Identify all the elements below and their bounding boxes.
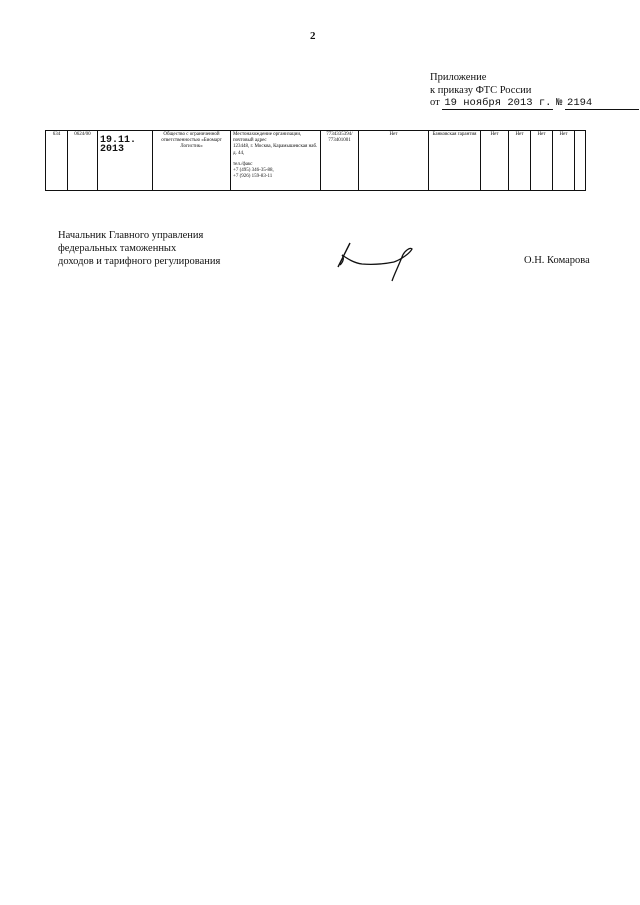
cell-no-2: Нет xyxy=(481,131,509,191)
phone-1: +7 (495) 346-35-88, xyxy=(233,168,274,174)
cell-index: 634 xyxy=(46,131,68,191)
appendix-date-line xyxy=(430,97,639,110)
handwritten-signature xyxy=(332,237,422,282)
phone-2: +7 (926) 159-83-11 xyxy=(233,174,273,180)
address-title: Местонахождение организации, почтовый адрес xyxy=(233,132,302,144)
signatory-position xyxy=(58,229,220,268)
appendix-title: Приложение xyxy=(430,72,487,83)
table-row xyxy=(46,131,586,191)
address-text: 123448, г. Москва, Карамышевская наб. д. 44, xyxy=(233,144,318,156)
cell-guarantee: Банковская гарантия xyxy=(429,131,481,191)
page-number: 2 xyxy=(310,30,316,42)
order-number: 2194 xyxy=(565,98,639,110)
cell-no-5: Нет xyxy=(553,131,575,191)
position-line-1: Начальник Главного управления xyxy=(58,230,204,241)
number-label: № xyxy=(556,97,563,109)
position-line-2: федеральных таможенных xyxy=(58,243,177,254)
cell-organization: Общество с ограниченной ответственностью «Биомарт Логистик» xyxy=(153,131,231,191)
phone-label: тел./факс xyxy=(233,161,253,167)
cell-date: 19.11. 2013 xyxy=(98,131,153,191)
cell-no-4: Нет xyxy=(531,131,553,191)
cell-address xyxy=(231,131,321,191)
position-line-3: доходов и тарифного регулирования xyxy=(58,256,221,267)
order-date xyxy=(442,98,553,110)
cell-no-1: Нет xyxy=(359,131,429,191)
order-date-value: 19 ноября 2013 xyxy=(444,97,533,109)
cell-inn-kpp: 7734335394/ 773401001 xyxy=(321,131,359,191)
appendix-header xyxy=(430,72,639,110)
year-suffix: г. xyxy=(538,97,552,109)
cell-no-3: Нет xyxy=(509,131,531,191)
from-label: от xyxy=(430,97,440,108)
cell-reg-number: 0624/00 xyxy=(68,131,98,191)
signatory-name: О.Н. Комарова xyxy=(524,255,590,266)
cell-empty xyxy=(575,131,586,191)
register-table xyxy=(45,130,586,191)
appendix-order-ref: к приказу ФТС России xyxy=(430,84,532,96)
